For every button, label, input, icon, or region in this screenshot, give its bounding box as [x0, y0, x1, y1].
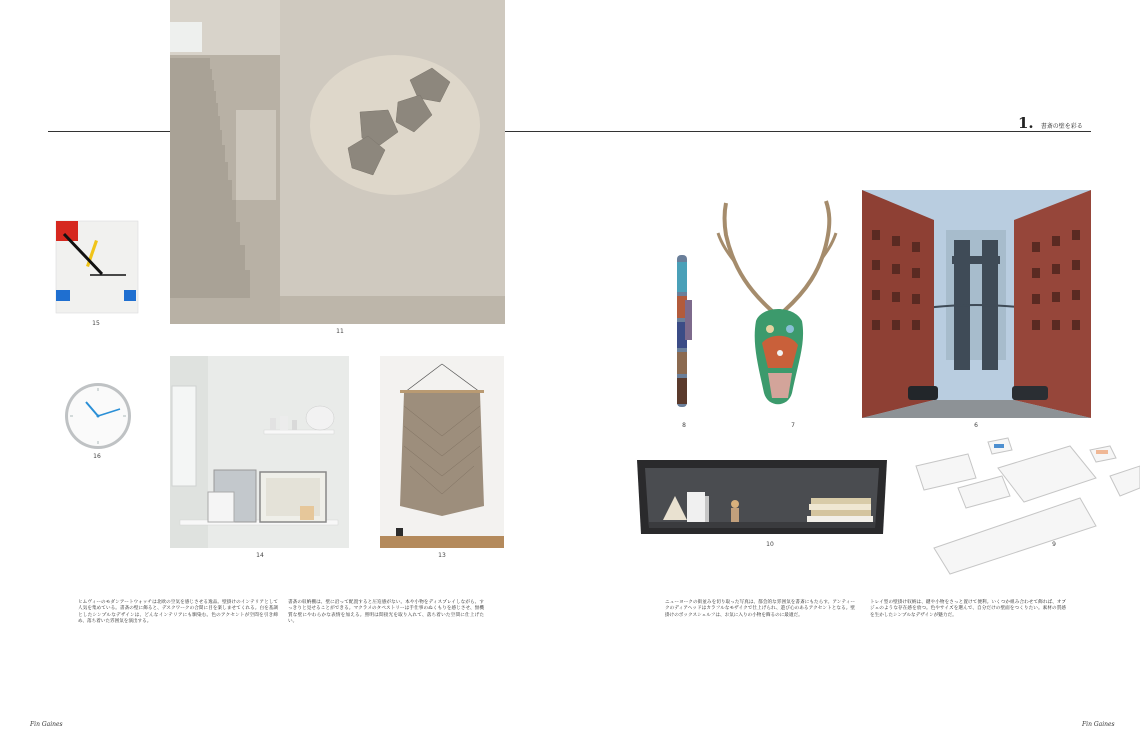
folio-right: Fin Gaines	[1082, 721, 1115, 728]
section-title: 書斎の壁を彩る	[1040, 123, 1083, 130]
figure-antler-head	[712, 193, 842, 413]
lamp-stairs-illustration	[170, 0, 505, 324]
round-clock-illustration	[50, 382, 146, 450]
figure-lamp-stairs	[170, 0, 505, 324]
figure-round-clock	[50, 382, 146, 450]
figure-bead-stick	[670, 252, 700, 410]
caption-7: 7	[791, 422, 795, 429]
caption-14: 14	[256, 552, 264, 559]
macrame-illustration	[380, 356, 504, 548]
figure-art-clock	[52, 218, 140, 316]
body-text-col3: ニューヨークの街並みを切り取った写真は、都会的な雰囲気を書斎にもたらす。アンティークのディアヘッドはカラフルなモザイクで仕上げられ、遊び心のあるアクセントとなる。壁掛けのボックスシェルフは、お気に入りの小物を飾るのに最適だ。	[665, 600, 855, 618]
body-text-col2: 書斎の収納棚は、壁に沿って配置すると圧迫感がない。本や小物をディスプレイしながら、すっきりと見せることができる。マクラメのタペストリーは手仕事のぬくもりを感じさせ、無機質な壁にやわらかな表情を加える。照明は間接光を取り入れて、落ち着いた空間に仕上げたい。	[288, 600, 484, 625]
bead-stick-illustration	[670, 252, 700, 410]
caption-6: 6	[974, 422, 978, 429]
caption-11: 11	[336, 328, 344, 335]
header-rule-right	[505, 131, 1091, 132]
antler-head-illustration	[712, 193, 842, 413]
figure-box-shelf	[635, 456, 889, 536]
header-rule-left	[48, 131, 170, 132]
body-text-col4: トレイ型の壁掛け収納は、鍵や小物をさっと置けて便利。いくつか組み合わせて飾れば、オブジェのような存在感を放つ。色やサイズを選んで、自分だけの壁面をつくりたい。素材の質感を生かしたシンプルなデザインが魅力だ。	[870, 600, 1066, 618]
caption-13: 13	[438, 552, 446, 559]
caption-15: 15	[92, 320, 100, 327]
caption-10: 10	[766, 541, 774, 548]
body-text-col1: ヒムヴィーのモダンアートウォッチは北欧の空気を感じさせる逸品。壁掛けのインテリアとして人気を集めている。書斎の壁に飾ると、デスクワークの合間に目を楽しませてくれる。白を基調としたシンプルなデザインは、どんなインテリアにも馴染む。色のアクセントが空間を引き締め、落ち着いた雰囲気を演出する。	[78, 600, 278, 625]
figure-macrame	[380, 356, 504, 548]
figure-shelves	[170, 356, 349, 548]
caption-16: 16	[93, 453, 101, 460]
wall-trays-illustration	[910, 436, 1140, 576]
figure-wall-trays	[910, 436, 1140, 576]
city-bridge-illustration	[862, 190, 1091, 418]
shelves-illustration	[170, 356, 349, 548]
section-number: 1.	[1018, 114, 1034, 132]
section-heading	[1018, 113, 1083, 132]
folio-left: Fin Gaines	[30, 721, 63, 728]
caption-9: 9	[1052, 541, 1056, 548]
box-shelf-illustration	[635, 456, 889, 536]
figure-city-bridge	[862, 190, 1091, 418]
caption-8: 8	[682, 422, 686, 429]
art-clock-illustration	[52, 218, 140, 316]
